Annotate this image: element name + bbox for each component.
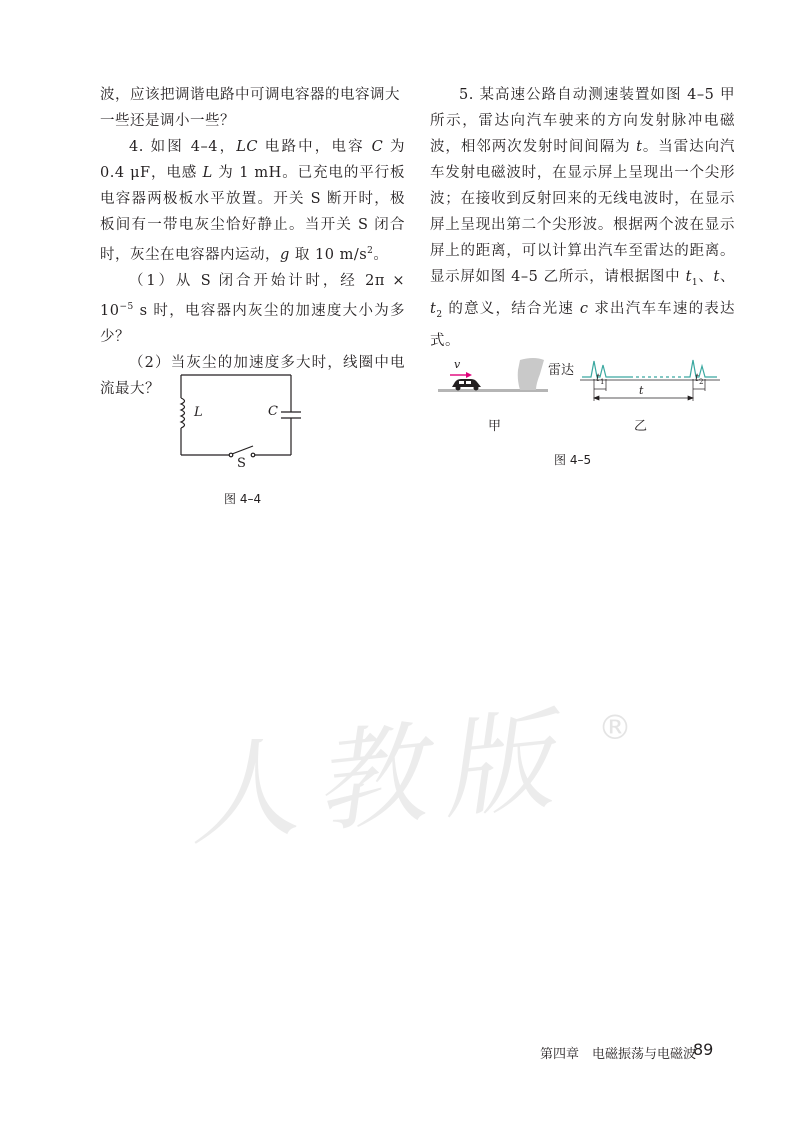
label-t2: $t_2$ [695, 373, 704, 386]
question-5: 5. 某高速公路自动测速装置如图 4–5 甲所示，雷达向汽车驶来的方向发射脉冲电磁波，相邻两次发射时间间隔为 t。当雷达向汽车发射电磁波时，在显示屏上呈现出一个尖形波；在接收到反射回来的无线电波时，在显示屏上呈现出第二个尖形波。根据两个波在显示屏上的距离，可以计算出汽车至雷达的距离。显示屏如图 4–5 乙所示，请根据图中 $t_1$、t、$t_2$ 的意义，结合光速 c 求出汽车车速的表达式。 [430, 87, 736, 349]
watermark-registered-mark: ® [598, 708, 632, 748]
lc-circuit-diagram [150, 360, 350, 470]
watermark-logo: 人教版 [180, 694, 576, 862]
question-4-part-2: （2）当灰尘的加速度多大时，线圈中电流最大？ [100, 354, 405, 397]
velocity-arrow-icon [450, 372, 472, 378]
inductor-coil [181, 398, 185, 428]
page-number: 89 [693, 1040, 714, 1059]
label-t1: $t_1$ [596, 373, 605, 386]
chapter-footer: 第四章 电磁振荡与电磁波 [540, 1047, 697, 1062]
right-column [430, 82, 735, 354]
figure-4-5-caption: 图 4–5 [554, 453, 592, 467]
time-markers [594, 379, 705, 401]
continued-text-line: 一些还是调小一些？ [100, 113, 235, 129]
switch-blade [232, 446, 253, 454]
continued-text-line: 波，应该把调谐电路中可调电容器的电容调大 [100, 87, 400, 103]
label-velocity-v: v [454, 358, 461, 371]
figure-4-5 [430, 345, 730, 475]
question-4: 4. 如图 4–4，LC 电路中，电容 C 为 0.4 μF，电感 L 为 1 mH。已充电的平行板电容器两极板水平放置。开关 S 断开时，极板间有一带电灰尘恰好静止。当开关 S 闭合时，灰尘在电容器内运动，g 取 10 $m/s^2$。 [100, 139, 406, 263]
left-column [100, 82, 405, 402]
radar-diagram [430, 345, 730, 415]
figure-4-4-caption: 图 4–4 [224, 492, 262, 506]
label-jia: 甲 [488, 419, 502, 434]
label-yi: 乙 [634, 419, 648, 434]
radar-dish-icon [518, 358, 544, 390]
car-icon [452, 379, 481, 391]
label-capacitor-C: C [268, 404, 278, 419]
label-radar: 雷达 [548, 363, 575, 378]
figure-4-4 [150, 360, 350, 510]
label-t: t [639, 384, 644, 397]
label-inductor-L: L [194, 405, 203, 420]
switch-terminal-right [251, 453, 255, 457]
label-switch-S: S [237, 456, 246, 471]
question-4-part-1: （1）从 S 闭合开始计时，经 $2\pi \times 10^{-5}$ s 时，电容器内灰尘的加速度大小为多少？ [100, 272, 405, 345]
